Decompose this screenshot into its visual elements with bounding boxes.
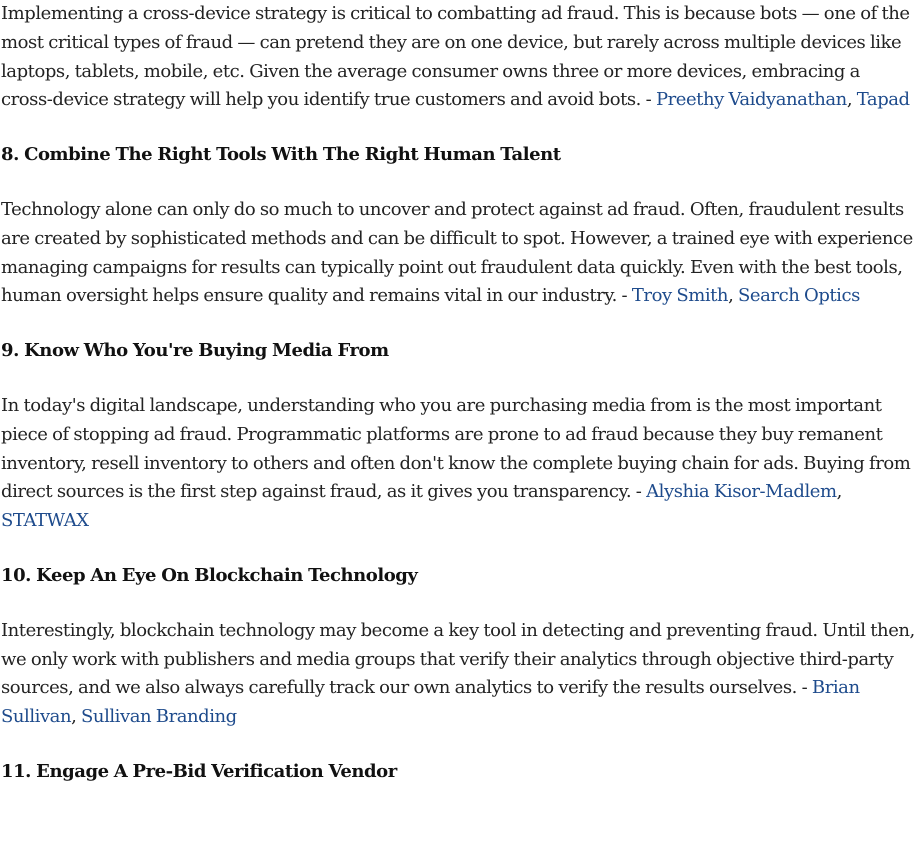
paragraph-tip-10 [0, 617, 915, 732]
author-link-brian-sullivan[interactable]: Brian Sullivan [1, 677, 860, 728]
spacer [0, 536, 915, 562]
heading-tip-8: 8. Combine The Right Tools With The Right Human Talent [1, 144, 561, 166]
attribution-separator: , [836, 481, 842, 503]
heading-tip-9: 9. Know Who You're Buying Media From [1, 340, 389, 362]
attribution-separator: , [71, 706, 82, 728]
spacer [0, 366, 915, 392]
spacer [0, 591, 915, 617]
company-link-statwax[interactable]: STATWAX [1, 510, 89, 532]
paragraph-cross-device [0, 0, 915, 115]
company-link-tapad[interactable]: Tapad [856, 89, 910, 111]
spacer [0, 311, 915, 337]
author-link-preethy-vaidyanathan[interactable]: Preethy Vaidyanathan [655, 89, 847, 111]
company-link-sullivan-branding[interactable]: Sullivan Branding [81, 706, 237, 728]
spacer [0, 115, 915, 141]
company-link-search-optics[interactable]: Search Optics [738, 285, 860, 307]
heading-tip-10: 10. Keep An Eye On Blockchain Technology [1, 564, 418, 586]
author-link-troy-smith[interactable]: Troy Smith [631, 285, 729, 307]
spacer [0, 170, 915, 196]
spacer [0, 732, 915, 758]
paragraph-text: Technology alone can only do so much to uncover and protect against ad fraud. Often, fraudulent results are created by sophisticated methods and can be difficult to spot. However, a trained eye with experience managing campaigns for results can typically point out fraudulent data quickly. Even with the best tools, human oversight helps ensure quality and remains vital in our industry. - [1, 198, 913, 307]
paragraph-text: Implementing a cross-device strategy is critical to combatting ad fraud. This is because bots — one of the most critical types of fraud — can pretend they are on one device, but rarely across multiple devices like laptops, tablets, mobile, etc. Given the average consumer owns three or more devices, embracing a cross-device strategy will help you identify true customers and avoid bots. - [1, 3, 910, 111]
heading-tip-11: 11. Engage A Pre-Bid Verification Vendor [1, 760, 397, 782]
attribution-separator: , [846, 89, 857, 111]
author-link-alyshia-kisor-madlem[interactable]: Alyshia Kisor-Madlem [646, 481, 837, 503]
paragraph-text: In today's digital landscape, understanding who you are purchasing media from is the most important piece of stopping ad fraud. Programmatic platforms are prone to ad fraud because they buy remanent inventory, resell inventory to others and often don't know the complete buying chain for ads. Buying from direct sources is the first step against fraud, as it gives you transparency. - [1, 394, 911, 503]
paragraph-tip-8 [0, 196, 915, 311]
paragraph-tip-9 [0, 392, 915, 536]
paragraph-text: Interestingly, blockchain technology may become a key tool in detecting and preventing fraud. Until then, we only work with publishers and media groups that verify their analytics through objective third-party sources, and we also always carefully track our own analytics to verify the results ourselves. - [1, 619, 915, 699]
attribution-separator: , [728, 285, 739, 307]
